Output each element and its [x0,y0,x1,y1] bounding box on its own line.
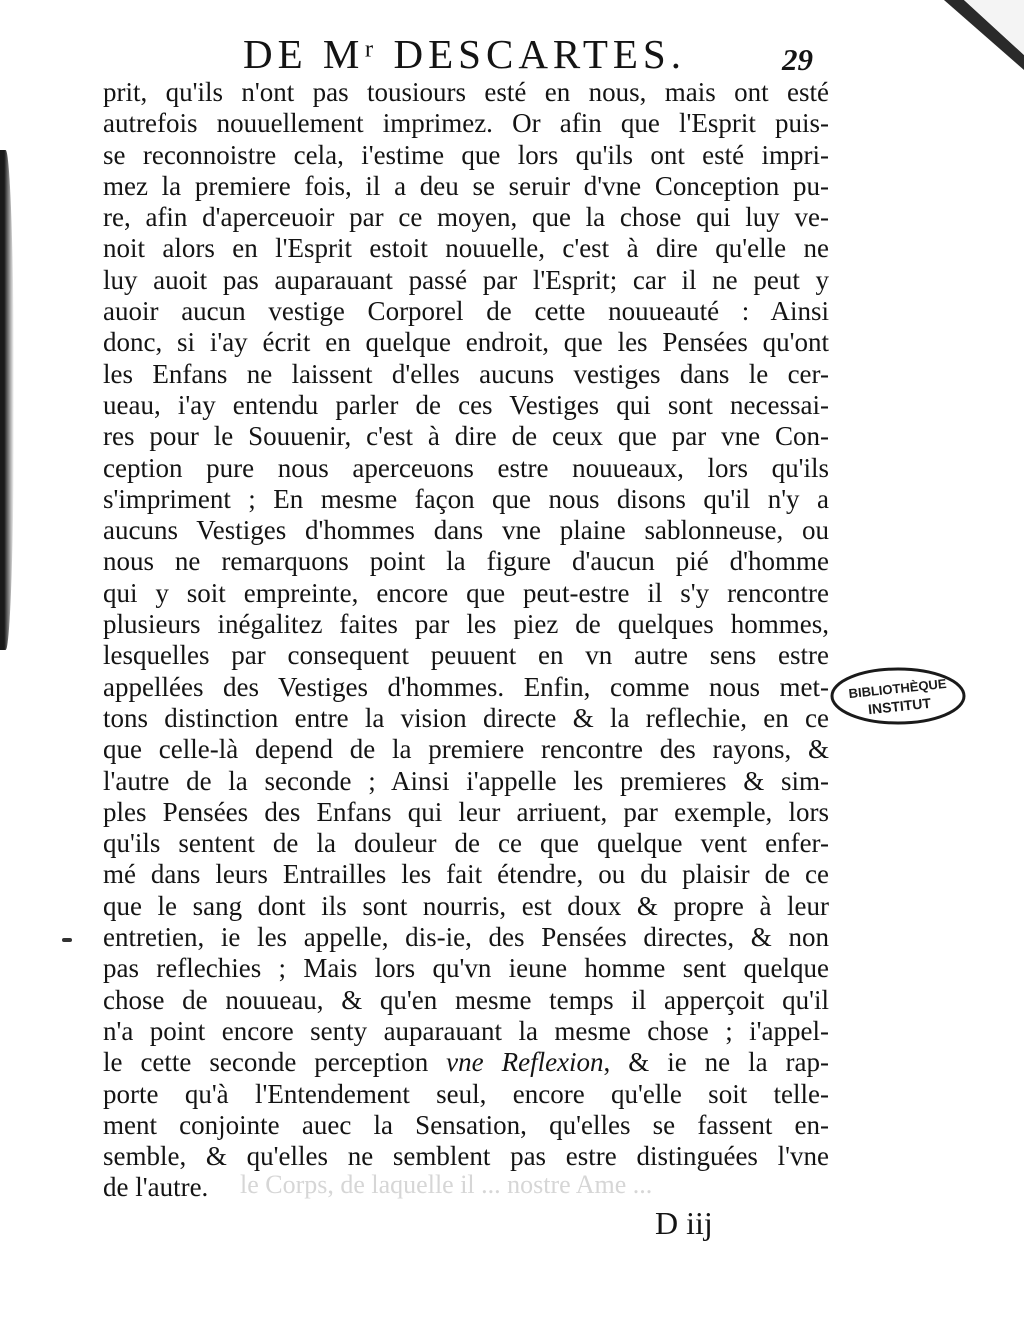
text-line: le cette seconde perception vne Reflexion, & ie ne la rap- [103,1047,829,1078]
text-line: ueau, i'ay entendu parler de ces Vestiges qui sont necessai- [103,389,829,420]
text-line: lesquelles par consequent peuuent en vn autre sens estre [103,640,829,671]
text-line: de l'autre. [103,1172,209,1203]
body-text [103,77,829,1204]
stamp-line-2: INSTITUT [867,694,932,718]
text-line: l'autre de la seconde ; Ainsi i'appelle les premieres & sim- [103,765,829,796]
text-line: chose de nouueau, & qu'en mesme temps il apperçoit qu'il [103,984,829,1015]
binding-shadow [0,150,14,650]
text-line: porte qu'à l'Entendement seul, encore qu'elle soit telle- [103,1078,829,1109]
text-line: prit, qu'ils n'ont pas tousiours esté en nous, mais ont esté [103,77,829,107]
page-number: 29 [782,42,813,77]
text-line: aucuns Vestiges d'hommes dans vne plaine sablonneuse, ou [103,515,829,546]
text-line: noit alors en l'Esprit estoit nouuelle, c'est à dire qu'elle ne [103,233,829,264]
text-line: nous ne remarquons point la figure d'aucun pié d'homme [103,546,829,577]
page-corner-fold [934,0,1024,70]
text-line: ment conjointe auec la Sensation, qu'elles se fassent en- [103,1109,829,1140]
text-line: donc, si i'ay écrit en quelque endroit, que les Pensées qu'ont [103,327,829,358]
text-line: mez la premiere fois, il a deu se seruir d'vne Conception pu- [103,170,829,201]
ink-mark [62,938,72,942]
text-line: semble, & qu'elles ne semblent pas estre distinguées l'vne [103,1141,829,1172]
text-line: entretien, ie les appelle, dis-ie, des Pensées directes, & non [103,922,829,953]
text-line: se reconnoistre cela, i'estime que lors qu'ils ont esté impri- [103,139,829,170]
text-line: que le sang dont ils sont nourris, est doux & propre à leur [103,890,829,921]
text-line: ples Pensées des Enfans qui leur arriuent, par exemple, lors [103,796,829,827]
text-line: tons distinction entre la vision directe & la reflechie, en ce [103,702,829,733]
stamp-line-1: BIBLIOTHÈQUE [847,675,948,702]
text-line: ception pure nous aperceuons estre nouueaux, lors qu'ils [103,452,829,483]
text-line: les Enfans ne laissent d'elles aucuns vestiges dans le cer- [103,358,829,389]
text-line: auoir aucun vestige Corporel de cette nouueauté : Ainsi [103,296,829,327]
text-line: qu'ils sentent de la douleur de ce que quelque vent enfer- [103,828,829,859]
running-head: DE Mʳ DESCARTES. [243,31,686,77]
bleed-through-text: le Corps, de laquelle il ... nostre Ame ... [240,1170,653,1199]
text-line: pas reflechies ; Mais lors qu'vn ieune homme sent quelque [103,953,829,984]
text-line: que celle-là depend de la premiere rencontre des rayons, & [103,734,829,765]
text-line: appellées des Vestiges d'hommes. Enfin, comme nous met- [103,671,829,702]
italic-phrase: vne Reflexion [446,1047,604,1078]
text-line: n'a point encore senty auparauant la mesme chose ; i'appel- [103,1015,829,1046]
text-line: luy auoit pas auparauant passé par l'Esprit; car il ne peut y [103,264,829,295]
text-line: autrefois nouuellement imprimez. Or afin que l'Esprit puis- [103,108,829,139]
text-line: plusieurs inégalitez faites par les piez de quelques hommes, [103,609,829,640]
text-line: res pour le Souuenir, c'est à dire de ceux que par vne Con- [103,421,829,452]
text-line: s'impriment ; En mesme façon que nous disons qu'il n'y a [103,483,829,514]
library-stamp [828,665,968,727]
signature-mark: D iij [655,1205,713,1241]
text-line: re, afin d'aperceuoir par ce moyen, que la chose qui luy ve- [103,202,829,233]
text-line: mé dans leurs Entrailles les fait étendre, ou du plaisir de ce [103,859,829,890]
text-line: qui y soit empreinte, encore que peut-estre il s'y rencontre [103,577,829,608]
